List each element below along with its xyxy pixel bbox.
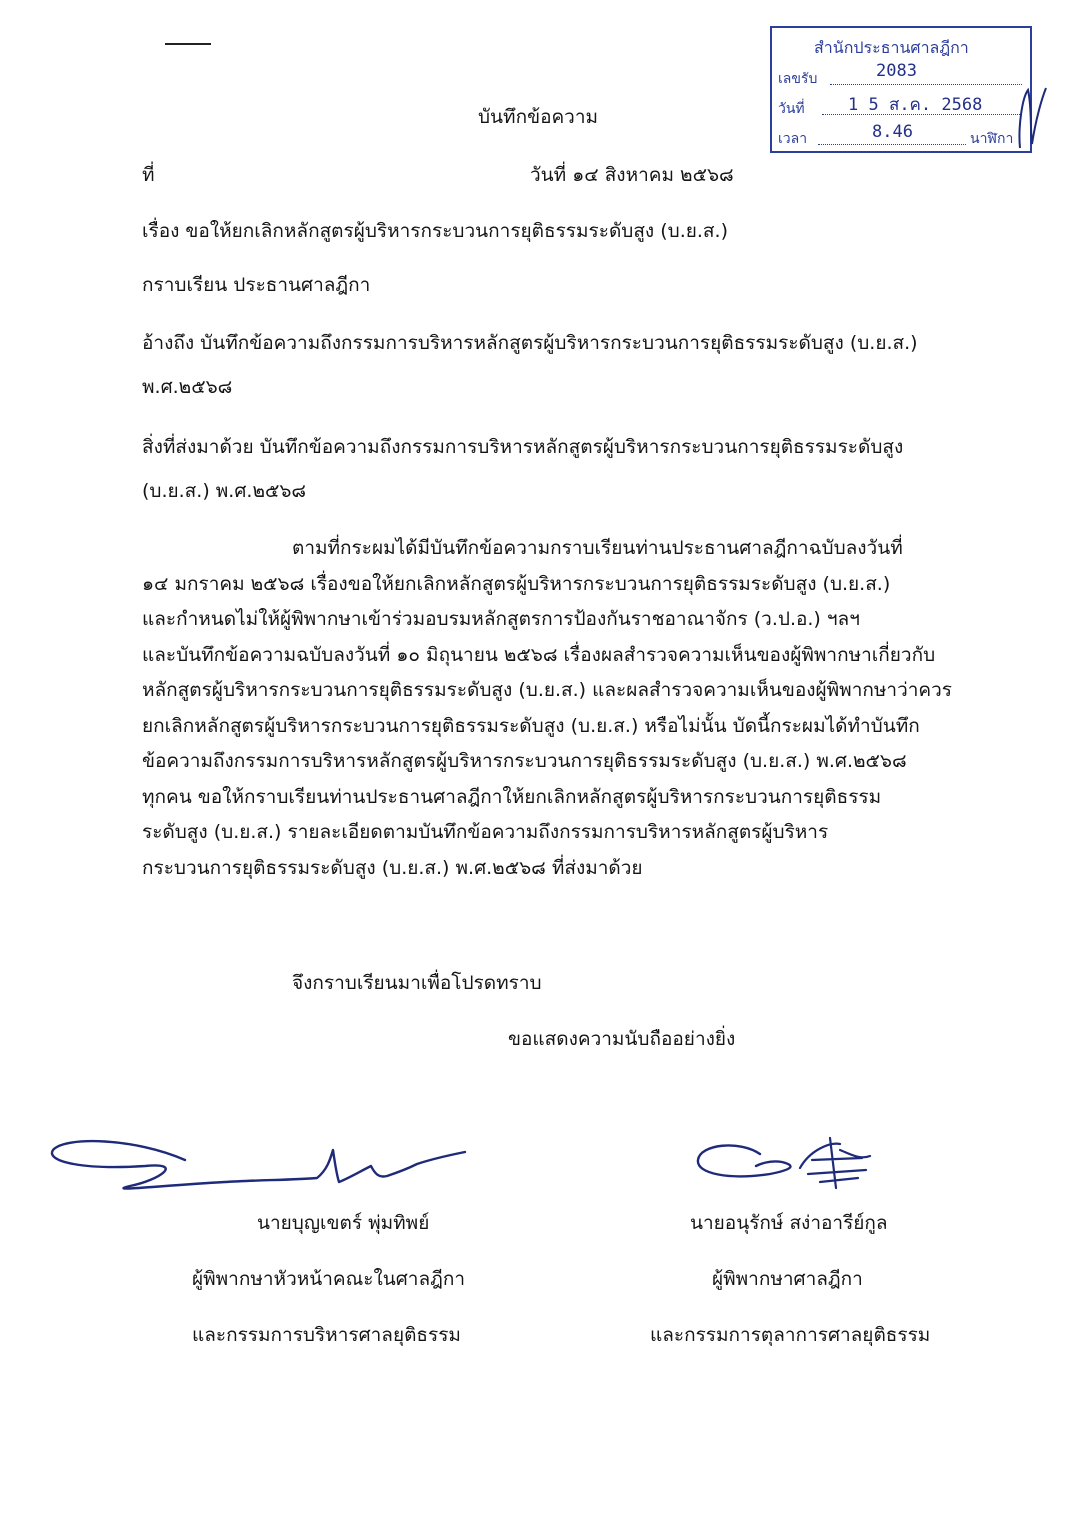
memo-body	[142, 531, 950, 886]
memo-addressee: กราบเรียน ประธานศาลฎีกา	[142, 274, 371, 296]
reference-number-label: ที่	[142, 164, 155, 186]
receipt-stamp	[770, 26, 1032, 153]
memo-enclosure-line-2: (บ.ย.ส.) พ.ศ.๒๕๖๘	[142, 480, 307, 502]
memo-heading: บันทึกข้อความ	[478, 106, 599, 128]
body-line: และกำหนดไม่ให้ผู้พิพากษาเข้าร่วมอบรมหลักสูตรการป้องกันราชอาณาจักร (ว.ป.อ.) ฯลฯ	[142, 608, 860, 630]
body-line: ทุกคน ขอให้กราบเรียนท่านประธานศาลฎีกาให้ยกเลิกหลักสูตรผู้บริหารกระบวนการยุติธรรม	[142, 785, 882, 808]
signatory-2-role: และกรรมการตุลาการศาลยุติธรรม	[650, 1324, 931, 1346]
memo-date: วันที่ ๑๔ สิงหาคม ๒๕๖๘	[530, 164, 734, 186]
memo-closing: จึงกราบเรียนมาเพื่อโปรดทราบ	[292, 972, 542, 994]
stamp-receipt-label: เลขรับ	[778, 71, 818, 87]
stamp-time-suffix: นาฬิกา	[970, 131, 1014, 147]
memo-reference-line-2: พ.ศ.๒๕๖๘	[142, 376, 233, 398]
signatory-2-name: นายอนุรักษ์ สง่าอารีย์กูล	[690, 1212, 888, 1234]
memo-reference-line-1: อ้างถึง บันทึกข้อความถึงกรรมการบริหารหลักสูตรผู้บริหารกระบวนการยุติธรรมระดับสูง (บ.ย.ส.)	[142, 332, 918, 354]
memo-subject: เรื่อง ขอให้ยกเลิกหลักสูตรผู้บริหารกระบวนการยุติธรรมระดับสูง (บ.ย.ส.)	[142, 220, 728, 242]
signatory-1-title: ผู้พิพากษาหัวหน้าคณะในศาลฎีกา	[192, 1268, 466, 1290]
signatory-1-role: และกรรมการบริหารศาลยุติธรรม	[192, 1324, 461, 1346]
stamp-initials-signature	[1012, 78, 1052, 158]
stamp-time-label: เวลา	[778, 131, 808, 147]
body-line: และบันทึกข้อความฉบับลงวันที่ ๑๐ มิถุนายน ๒๕๖๘ เรื่องผลสำรวจความเห็นของผู้พิพากษาเกี่ยวกับ	[142, 643, 936, 666]
stamp-time: 8.46	[872, 122, 913, 142]
signatory-1-name: นายบุญเขตร์ พุ่มทิพย์	[257, 1212, 430, 1234]
body-line: กระบวนการยุติธรรมระดับสูง (บ.ย.ส.) พ.ศ.๒๕๖๘ ที่ส่งมาด้วย	[142, 856, 643, 879]
stamp-date-label: วันที่	[778, 101, 805, 117]
memo-enclosure-line-1: สิ่งที่ส่งมาด้วย บันทึกข้อความถึงกรรมการบริหารหลักสูตรผู้บริหารกระบวนการยุติธรรมระดับสูง	[142, 436, 904, 458]
memo-regards: ขอแสดงความนับถืออย่างยิ่ง	[508, 1028, 736, 1050]
stamp-receipt-number: 2083	[876, 61, 917, 81]
body-line: ตามที่กระผมได้มีบันทึกข้อความกราบเรียนท่านประธานศาลฎีกาฉบับลงวันที่	[292, 537, 903, 559]
body-line: หลักสูตรผู้บริหารกระบวนการยุติธรรมระดับสูง (บ.ย.ส.) และผลสำรวจความเห็นของผู้พิพากษาว่าควร	[142, 679, 952, 701]
body-line: ๑๔ มกราคม ๒๕๖๘ เรื่องขอให้ยกเลิกหลักสูตรผู้บริหารกระบวนการยุติธรรมระดับสูง (บ.ย.ส.)	[142, 572, 891, 595]
body-line: ยกเลิกหลักสูตรผู้บริหารกระบวนการยุติธรรมระดับสูง (บ.ย.ส.) หรือไม่นั้น บัดนี้กระผมได้ทำบันทึก	[142, 714, 920, 737]
signatory-2-title: ผู้พิพากษาศาลฎีกา	[712, 1268, 863, 1290]
stamp-dotted-line	[830, 84, 1022, 85]
top-dash-mark	[165, 43, 211, 45]
stamp-date: 1 5 ส.ค. 2568	[848, 95, 983, 115]
stamp-dotted-line	[818, 144, 966, 145]
handwritten-signature-right	[690, 1130, 880, 1195]
body-line: ข้อความถึงกรรมการบริหารหลักสูตรผู้บริหารกระบวนการยุติธรรมระดับสูง (บ.ย.ส.) พ.ศ.๒๕๖๘	[142, 750, 907, 772]
handwritten-signature-left	[45, 1120, 470, 1195]
body-line: ระดับสูง (บ.ย.ส.) รายละเอียดตามบันทึกข้อความถึงกรรมการบริหารหลักสูตรผู้บริหาร	[142, 821, 829, 843]
stamp-office: สำนักประธานศาลฎีกา	[814, 38, 969, 57]
